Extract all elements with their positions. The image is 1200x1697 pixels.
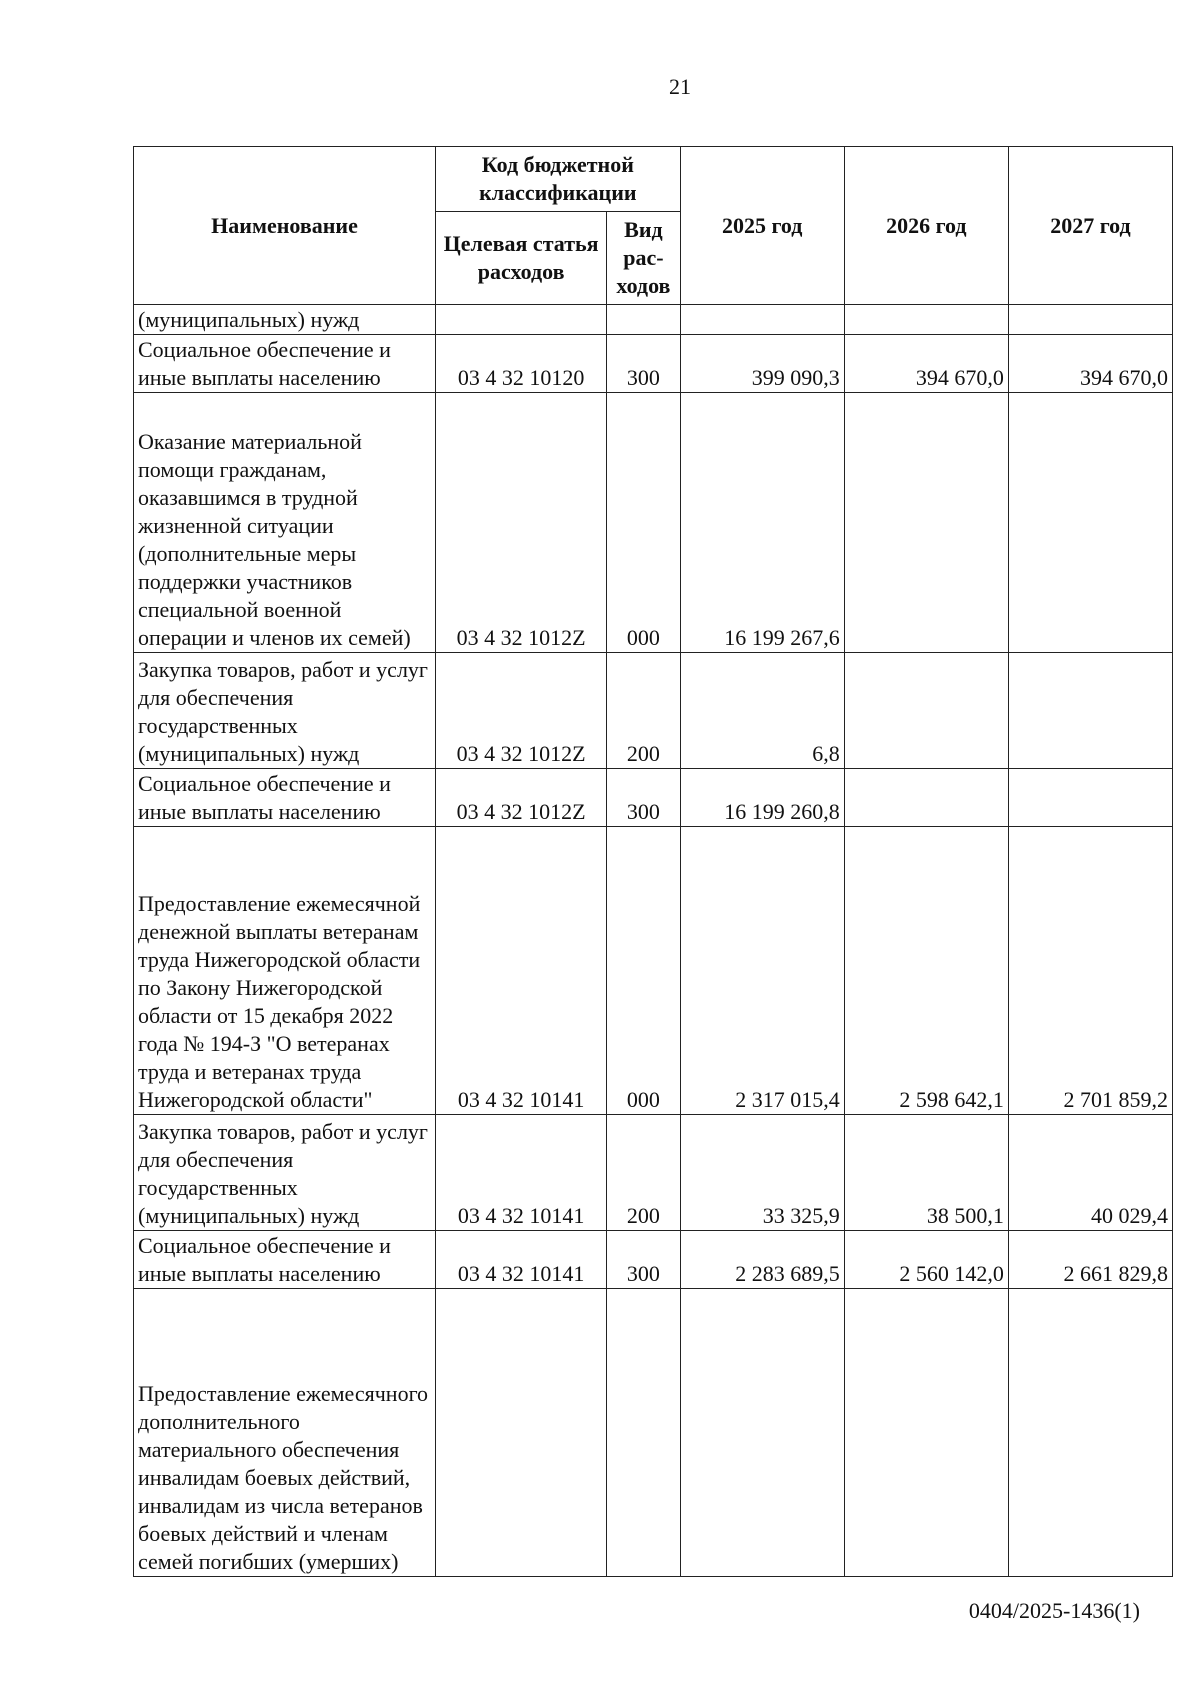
header-2026: 2026 год <box>844 147 1008 305</box>
table-row <box>134 305 1173 335</box>
row-2025: 399 090,3 <box>680 335 844 393</box>
row-2027: 40 029,4 <box>1008 1115 1172 1231</box>
row-name: Социальное обеспечение и иные выплаты населению <box>134 1231 436 1289</box>
row-code: 03 4 32 10141 <box>436 1231 607 1289</box>
row-2025: 2 283 689,5 <box>680 1231 844 1289</box>
row-type: 300 <box>607 769 680 827</box>
header-budget-code: Код бюджетной классификации <box>436 147 681 212</box>
page-number: 21 <box>669 74 691 99</box>
row-code <box>436 305 607 335</box>
row-2026 <box>844 1289 1008 1577</box>
table-row <box>134 769 1173 827</box>
row-name: Оказание материальной помощи гражданам, оказавшимся в трудной жизненной ситуации (дополнительные меры поддержки участников специальной военной операции и членов их семей) <box>134 393 436 653</box>
row-2027: 394 670,0 <box>1008 335 1172 393</box>
row-2026 <box>844 305 1008 335</box>
row-type <box>607 305 680 335</box>
document-id: 0404/2025-1436(1) <box>968 1598 1140 1623</box>
header-name: Наименование <box>134 147 436 305</box>
row-2026 <box>844 769 1008 827</box>
row-2027 <box>1008 305 1172 335</box>
row-2025 <box>680 1289 844 1577</box>
table-row <box>134 827 1173 1115</box>
row-2026: 2 598 642,1 <box>844 827 1008 1115</box>
row-type: 000 <box>607 393 680 653</box>
row-code: 03 4 32 1012Z <box>436 769 607 827</box>
row-type: 300 <box>607 335 680 393</box>
table-row <box>134 653 1173 769</box>
row-2026 <box>844 653 1008 769</box>
row-type: 200 <box>607 1115 680 1231</box>
table-row <box>134 393 1173 653</box>
row-2027 <box>1008 1289 1172 1577</box>
row-code: 03 4 32 1012Z <box>436 393 607 653</box>
row-name: Предоставление ежемесячной денежной выплаты ветеранам труда Нижегородской области по Закону Нижегородской области от 15 декабря 2022 года № 194-З "О ветеранах труда и ветеранах труда Нижегородской области" <box>134 827 436 1115</box>
row-code <box>436 1289 607 1577</box>
budget-table <box>133 146 1173 1577</box>
row-code: 03 4 32 10141 <box>436 1115 607 1231</box>
row-type: 200 <box>607 653 680 769</box>
row-2027: 2 701 859,2 <box>1008 827 1172 1115</box>
row-2026: 394 670,0 <box>844 335 1008 393</box>
row-2026 <box>844 393 1008 653</box>
row-2027 <box>1008 653 1172 769</box>
row-type <box>607 1289 680 1577</box>
header-expense-type: Вид рас-ходов <box>607 212 680 305</box>
row-code: 03 4 32 10141 <box>436 827 607 1115</box>
row-name: Закупка товаров, работ и услуг для обеспечения государственных (муниципальных) нужд <box>134 1115 436 1231</box>
row-2027 <box>1008 393 1172 653</box>
header-2025: 2025 год <box>680 147 844 305</box>
row-type: 300 <box>607 1231 680 1289</box>
table-row <box>134 1231 1173 1289</box>
table-body <box>134 305 1173 1577</box>
table-row <box>134 1289 1173 1577</box>
row-2025: 6,8 <box>680 653 844 769</box>
table-row <box>134 1115 1173 1231</box>
row-code: 03 4 32 1012Z <box>436 653 607 769</box>
row-name: (муниципальных) нужд <box>134 305 436 335</box>
table-row <box>134 335 1173 393</box>
row-2025: 16 199 267,6 <box>680 393 844 653</box>
row-name: Предоставление ежемесячного дополнительного материального обеспечения инвалидам боевых действий, инвалидам из числа ветеранов боевых действий и членам семей погибших (умерших) <box>134 1289 436 1577</box>
row-2025: 2 317 015,4 <box>680 827 844 1115</box>
row-code: 03 4 32 10120 <box>436 335 607 393</box>
row-2025: 33 325,9 <box>680 1115 844 1231</box>
row-2026: 38 500,1 <box>844 1115 1008 1231</box>
row-2027: 2 661 829,8 <box>1008 1231 1172 1289</box>
row-2025 <box>680 305 844 335</box>
row-2027 <box>1008 769 1172 827</box>
row-name: Социальное обеспечение и иные выплаты населению <box>134 335 436 393</box>
row-type: 000 <box>607 827 680 1115</box>
header-2027: 2027 год <box>1008 147 1172 305</box>
row-name: Закупка товаров, работ и услуг для обеспечения государственных (муниципальных) нужд <box>134 653 436 769</box>
row-name: Социальное обеспечение и иные выплаты населению <box>134 769 436 827</box>
row-2026: 2 560 142,0 <box>844 1231 1008 1289</box>
row-2025: 16 199 260,8 <box>680 769 844 827</box>
header-target-article: Целевая статья расходов <box>436 212 607 305</box>
table-header <box>134 147 1173 305</box>
